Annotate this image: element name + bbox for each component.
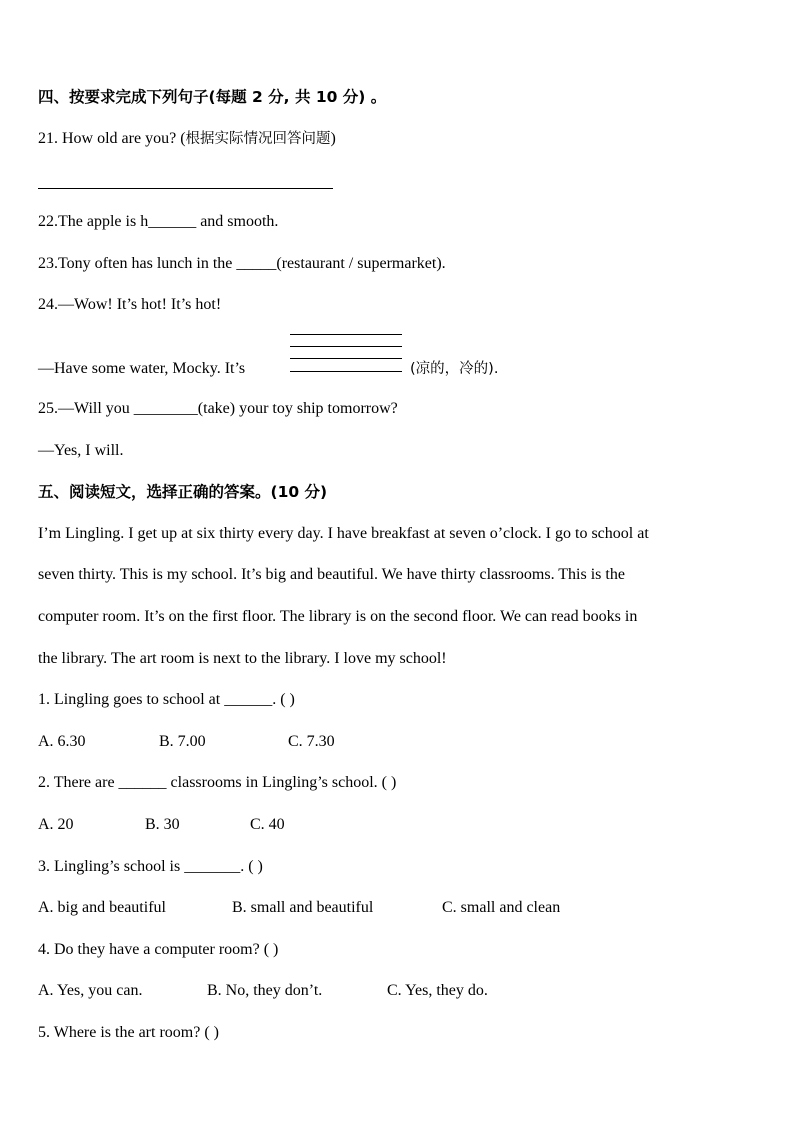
writing-line-3 xyxy=(290,358,402,359)
reading-question-1: 1. Lingling goes to school at ______. ( ) xyxy=(38,691,295,708)
q4-option-c[interactable]: C. Yes, they do. xyxy=(387,982,488,999)
passage-line-1: I’m Lingling. I get up at six thirty every day. I have breakfast at seven o’clock. I go to school at xyxy=(38,525,649,542)
question-21-text: 21. How old are you? ( xyxy=(38,130,186,147)
question-25-b: —Yes, I will. xyxy=(38,442,124,459)
reading-question-2: 2. There are ______ classrooms in Lingling’s school. ( ) xyxy=(38,774,397,791)
q1-option-a[interactable]: A. 6.30 xyxy=(38,733,86,750)
writing-line-2 xyxy=(290,346,402,347)
writing-line-4[interactable] xyxy=(290,371,402,372)
passage-line-2: seven thirty. This is my school. It’s big and beautiful. We have thirty classrooms. This is the xyxy=(38,566,625,583)
q1-option-c[interactable]: C. 7.30 xyxy=(288,733,335,750)
reading-question-5: 5. Where is the art room? ( ) xyxy=(38,1024,219,1041)
passage-line-4: the library. The art room is next to the library. I love my school! xyxy=(38,650,447,667)
question-22: 22.The apple is h______ and smooth. xyxy=(38,213,279,230)
question-24-a: 24.—Wow! It’s hot! It’s hot! xyxy=(38,296,222,313)
q2-option-c[interactable]: C. 40 xyxy=(250,816,285,833)
question-25-a: 25.—Will you ________(take) your toy ship tomorrow? xyxy=(38,400,398,417)
section-5-heading: 五、阅读短文，选择正确的答案。(10 分) xyxy=(38,483,328,501)
writing-line-1 xyxy=(290,334,402,335)
question-21-close: ) xyxy=(330,130,336,147)
answer-line-21[interactable] xyxy=(38,188,333,189)
question-23: 23.Tony often has lunch in the _____(restaurant / supermarket). xyxy=(38,255,446,272)
q3-option-b[interactable]: B. small and beautiful xyxy=(232,899,374,916)
q4-option-a[interactable]: A. Yes, you can. xyxy=(38,982,143,999)
q4-option-b[interactable]: B. No, they don’t. xyxy=(207,982,323,999)
reading-question-3: 3. Lingling’s school is _______. ( ) xyxy=(38,858,263,875)
q2-option-b[interactable]: B. 30 xyxy=(145,816,180,833)
q2-option-a[interactable]: A. 20 xyxy=(38,816,74,833)
question-21 xyxy=(38,129,336,149)
question-21-note: 根据实际情况回答问题 xyxy=(185,131,331,147)
q3-option-a[interactable]: A. big and beautiful xyxy=(38,899,166,916)
passage-line-3: computer room. It’s on the first floor. The library is on the second floor. We can read books in xyxy=(38,608,638,625)
question-24-b-text: —Have some water, Mocky. It’s xyxy=(38,360,246,377)
q1-option-b[interactable]: B. 7.00 xyxy=(159,733,206,750)
question-24-b-note: (凉的，冷的). xyxy=(410,361,499,377)
question-24-b xyxy=(38,359,245,379)
section-4-heading: 四、按要求完成下列句子(每题 2 分, 共 10 分) 。 xyxy=(38,88,387,106)
reading-question-4: 4. Do they have a computer room? ( ) xyxy=(38,941,279,958)
q3-option-c[interactable]: C. small and clean xyxy=(442,899,561,916)
